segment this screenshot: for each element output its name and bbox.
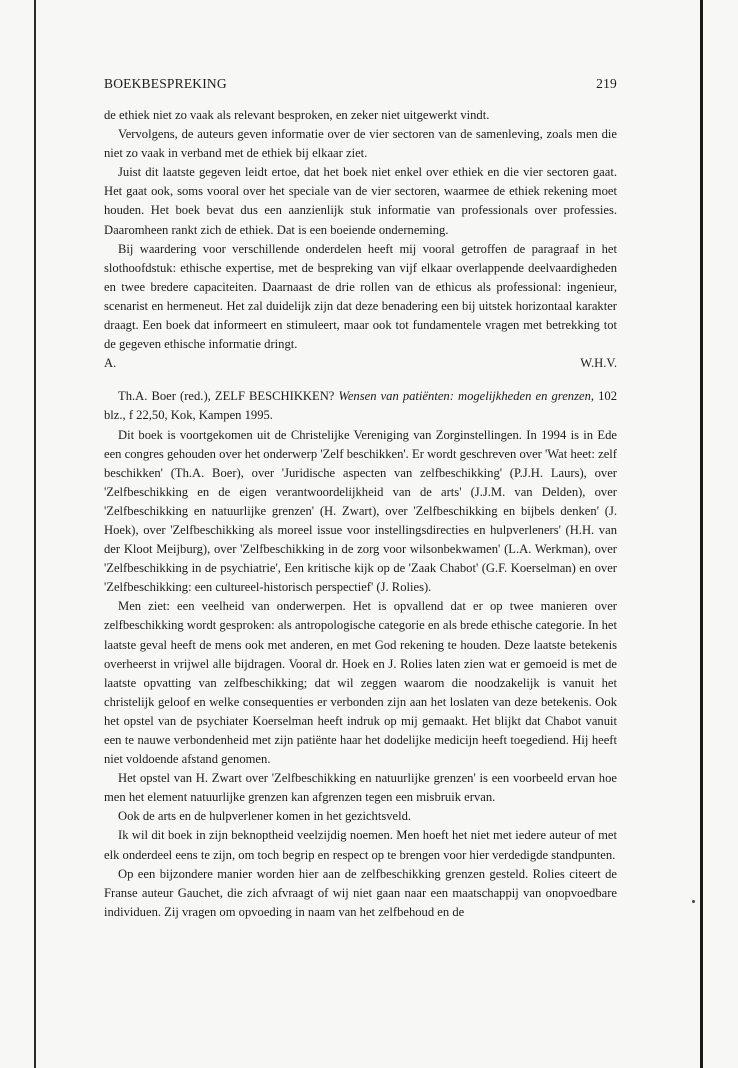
review1-paragraph-1: de ethiek niet zo vaak als relevant besproken, en zeker niet uitgewerkt vindt. <box>104 108 490 122</box>
review2-paragraph-3: Het opstel van H. Zwart over 'Zelfbeschikking en natuurlijke grenzen' is een voorbeeld ervan hoe men het element natuurlijke grenzen kan afgrenzen tegen een misbruik ervan. <box>104 771 617 805</box>
signature-initial: A. <box>104 356 117 371</box>
review2-paragraph-2: Men ziet: een veelheid van onderwerpen. Het is opvallend dat er op twee manieren over zelfbeschikking wordt gesproken: als antropologische categorie en als brede ethische categorie. In het laatste geval heeft de mens ook met anderen, en met God rekening te houden. Deze laatste betekenis overheerst in vrijwel alle bijdragen. Vooral dr. Hoek en J. Rolies laten zien wat er gemoeid is met de laatste opvatting van zelfbeschikking; dat wil zeggen waarom die noodzakelijk is vanuit het christelijk geloof en welke consequenties er verbonden zijn aan het loslaten van deze betekenis. Ook het opstel van de psychiater Koerselman heeft indruk op mij gemaakt. Het blijkt dat Chabot vanuit een te nauwe verbondenheid met zijn patiënte haar het dodelijke medicijn heeft toegediend. Hij heeft niet voldoende afstand genomen. <box>104 599 617 767</box>
review2-paragraph-1: Dit boek is voortgekomen uit de Christelijke Vereniging van Zorginstellingen. In 1994 is in Ede een congres gehouden over het onderwerp 'Zelf beschikken'. Er wordt geschreven over 'Wat heet: zelf beschikken' (Th.A. Boer), over 'Juridische aspecten van zelfbeschikking' (P.J.H. Laurs), over 'Zelfbeschikking en de eigen verantwoordelijkheid van de arts' (J.J.M. van Delden), over 'Zelfbeschikking en natuurlijke grenzen' (H. Zwart), over 'Zelfbeschikking en bijbels denken' (J. Hoek), over 'Zelfbeschikking als moreel issue voor instellingsdirecties en hulpverleners' (H.H. van der Kloot Meijburg), over 'Zelfbeschikking in de zorg voor wilsonbekwamen' (L.A. Werkman), over 'Zelfbeschikking in de psychiatrie', Een kritische kijk op de 'Zaak Chabot' (G.F. Koerselman) en over 'Zelfbeschikking: een cultureel-historisch perspectief' (J. Rolies). <box>104 427 617 595</box>
review1-signature <box>104 354 617 373</box>
book-reference-subtitle: Wensen van patiënten: mogelijkheden en grenzen, <box>338 389 595 404</box>
review1-paragraph-3: Juist dit laatste gegeven leidt ertoe, dat het boek niet enkel over ethiek en die vier sectoren gaat. Het gaat ook, soms vooral over het speciale van de vier sectoren, waarmee de ethiek rekening moet houden. Het boek bevat dus een aanzienlijk stuk informatie van professionals over professies. Daaromheen rankt zich de ethiek. Dat is een boeiende onderneming. <box>104 165 617 237</box>
signature-reviewer: W.H.V. <box>580 356 617 371</box>
review2-paragraph-5: Ik wil dit boek in zijn beknoptheid veelzijdig noemen. Men hoeft het niet met iedere auteur of met elk onderdeel eens te zijn, om toch begrip en respect op te brengen voor hier verdedigde standpunten. <box>104 828 617 862</box>
page-content <box>104 76 617 922</box>
page-edge-left <box>34 0 36 1068</box>
review1-paragraph-2: Vervolgens, de auteurs geven informatie over de vier sectoren van de samenleving, zoals men die niet zo vaak in verband met de ethiek bij elkaar ziet. <box>104 127 617 161</box>
scan-speck <box>692 900 695 903</box>
book-reference-author: Th.A. Boer (red.), ZELF BESCHIKKEN? <box>118 389 335 404</box>
running-header <box>104 76 617 96</box>
page-number: 219 <box>596 76 617 91</box>
review2-paragraph-4: Ook de arts en de hulpverlener komen in het gezichtsveld. <box>118 809 412 824</box>
article-body <box>104 106 617 922</box>
book-reference <box>104 387 617 425</box>
section-gap <box>104 373 617 387</box>
page-edge-right <box>700 0 703 1068</box>
running-header-title: BOEKBESPREKING <box>104 76 227 91</box>
book-reference-details: 102 blz., f 22,50, Kok, Kampen 1995. <box>104 389 618 423</box>
review1-paragraph-4: Bij waardering voor verschillende onderdelen heeft mij vooral getroffen de paragraaf in het slothoofdstuk: ethische expertise, met de bespreking van vijf elkaar overlappende deelvaardigheden en twee bredere capaciteiten. Daarnaast de drie rollen van de ethicus als professional: ingenieur, scenarist en hermeneut. Het zal duidelijk zijn dat deze benadering een bij uitstek horizontaal karakter draagt. Een boek dat informeert en stimuleert, maar ook tot fundamentele vragen met betrekking tot de gegeven ethische informatie dringt. <box>104 241 617 352</box>
review2-paragraph-6: Op een bijzondere manier worden hier aan de zelfbeschikking grenzen gesteld. Rolies citeert de Franse auteur Gauchet, die zich afvraagt of wij niet gaan naar een maatschappij van onopvoedbare individuen. Zij vragen om opvoeding in naam van het zelfbehoud en de <box>104 866 617 919</box>
